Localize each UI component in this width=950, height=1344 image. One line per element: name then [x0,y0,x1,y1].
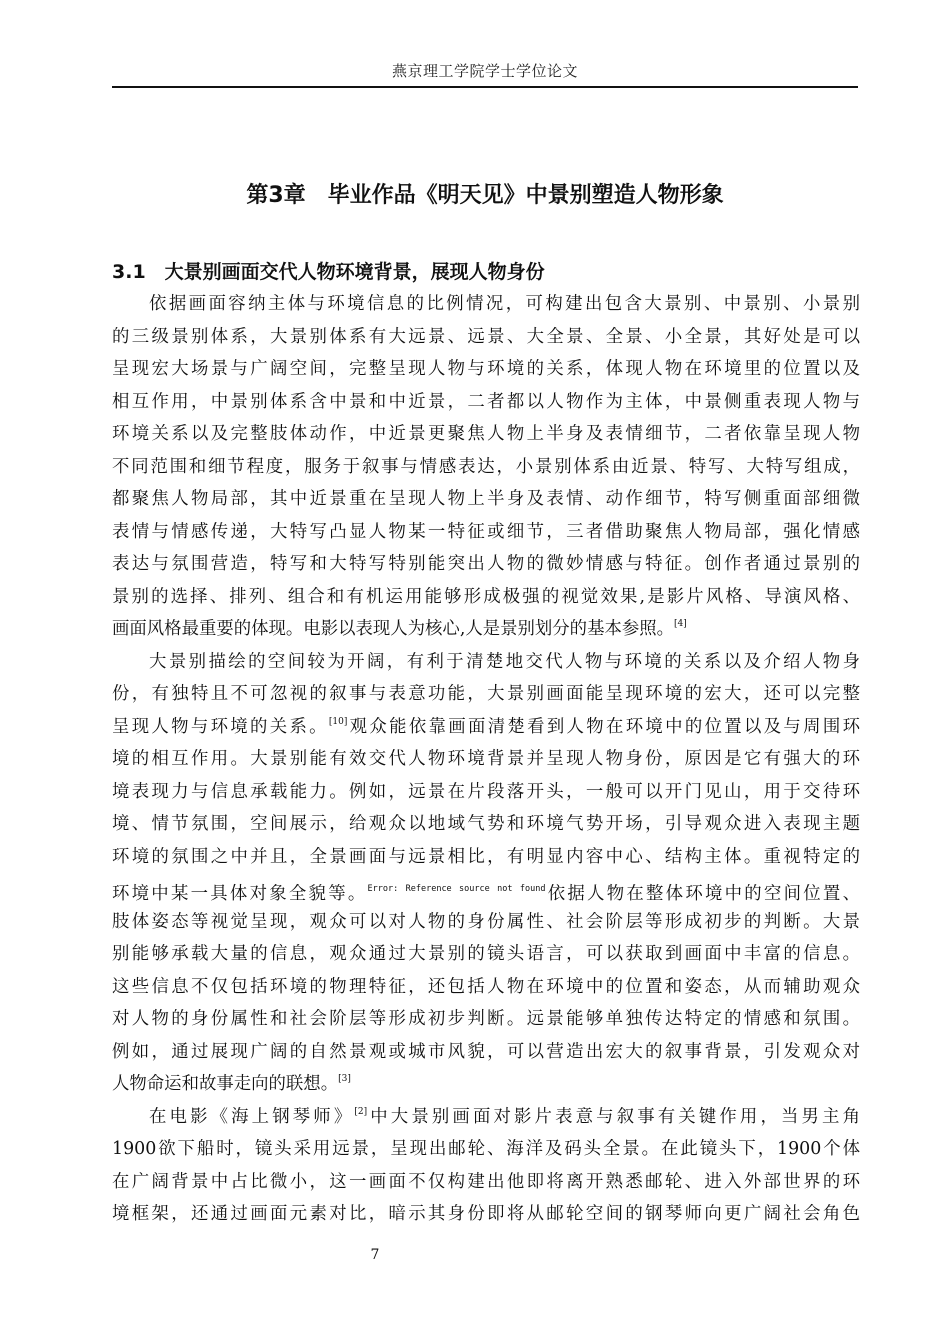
paragraph-line: 在广阔背景中占比微小，这一画面不仅构建出他即将离开熟悉邮轮、进入外部世界的环 [112,1171,860,1192]
line-text: 环境中某一具体对象全貌等。 [112,884,368,904]
citation: [3] [338,1074,351,1084]
paragraph-line: 境表现力与信息承载能力。例如，远景在片段落开头，一般可以开门见山，用于交待环 [112,781,860,802]
paragraph-line: 对人物的身份属性和社会阶层等形成初步判断。远景能够单独传达特定的情感和氛围。 [112,1009,860,1029]
paragraph-line: 不同范围和细节程度，服务于叙事与情感表达，小景别体系由近景、特写、大特写组成， [112,456,860,477]
paragraph-line: 境、情节氛围，空间展示，给观众以地域气势和环境气势开场，引导观众进入表现主题 [112,814,860,834]
citation: [4] [674,619,687,629]
body-text [112,288,860,1231]
paragraph-line: 肢体姿态等视觉呈现，观众可以对人物的身份属性、社会阶层等形成初步的判断。大景 [112,911,860,932]
paragraph-line: 份，有独特且不可忽视的叙事与表意功能，大景别画面能呈现环境的宏大，还可以完整 [112,684,860,704]
paragraph-line: 境的相互作用。大景别能有效交代人物环境背景并呈现人物身份，原因是它有强大的环 [112,749,860,769]
reference-error: Error: Reference source not found [367,884,546,894]
paragraph-line: 别能够承载大量的信息，观众通过大景别的镜头语言，可以获取到画面中丰富的信息。 [112,944,860,964]
citation: [10] [328,716,348,727]
paragraph-line: 都聚焦人物局部，其中近景重在呈现人物上半身及表情、动作细节，特写侧重面部细微 [112,489,860,509]
line-text: 在电影《海上钢琴师》 [149,1106,355,1127]
line-text: 观众能依靠画面清楚看到人物在环境中的位置以及与周围环 [347,716,860,737]
page-number: 7 [370,1247,380,1263]
paragraph-line: 表达与氛围营造，特写和大特写特别能突出人物的微妙情感与特征。创作者通过景别的 [112,554,860,574]
paragraph-line: 环境关系以及完整肢体动作，中近景更聚焦人物上半身及表情细节，二者依靠呈现人物 [112,424,860,444]
paragraph-line [112,711,860,744]
paragraph-line: 大景别描绘的空间较为开阔，有利于清楚地交代人物与环境的关系以及介绍人物身 [149,651,860,672]
line-text: 依据人物在整体环境中的空间位置、 [545,884,860,904]
header-rule [112,86,858,88]
paragraph-line: 环境的氛围之中并且，全景画面与远景相比，有明显内容中心、结构主体。重视特定的 [112,846,860,867]
paragraph-line: 的三级景别体系，大景别体系有大远景、远景、大全景、全景、小全景，其好处是可以 [112,326,860,347]
chapter-title: 第3章 毕业作品《明天见》中景别塑造人物形象 [246,183,724,208]
paragraph-line: 例如，通过展现广阔的自然景观或城市风貌，可以营造出宏大的叙事背景，引发观众对 [112,1041,860,1062]
paragraph-line: 呈现宏大场景与广阔空间，完整呈现人物与环境的关系，体现人物在环境里的位置以及 [112,359,860,379]
paragraph-line: 1900欲下船时，镜头采用远景，呈现出邮轮、海洋及码头全景。在此镜头下，1900个体 [112,1139,860,1159]
paragraph-line [112,1101,860,1134]
paragraph-line [112,613,860,646]
line-text: 呈现人物与环境的关系。 [112,716,329,737]
paragraph-line [112,873,860,906]
line-text: 人物命运和故事走向的联想。 [112,1074,339,1094]
line-text: 中大景别画面对影片表意与叙事有关键作用，当男主角 [367,1106,860,1127]
paragraph-line: 依据画面容纳主体与环境信息的比例情况，可构建出包含大景别、中景别、小景别 [149,294,860,314]
citation: [2] [354,1106,368,1117]
paragraph-line: 这些信息不仅包括环境的物理特征，还包括人物在环境中的位置和姿态，从而辅助观众 [112,976,860,997]
running-header: 燕京理工学院学士学位论文 [391,62,578,80]
paragraph-line [112,1068,860,1101]
paragraph-line: 景别的选择、排列、组合和有机运用能够形成极强的视觉效果,是影片风格、导演风格、 [112,586,860,607]
line-text: 画面风格最重要的体现。电影以表现人为核心,人是景别划分的基本参照。 [112,619,675,639]
paragraph-line: 境框架，还通过画面元素对比，暗示其身份即将从邮轮空间的钢琴师向更广阔社会角色 [112,1204,860,1224]
section-heading: 3.1 大景别画面交代人物环境背景，展现人物身份 [112,261,545,283]
paragraph-line: 相互作用，中景别体系含中景和中近景，二者都以人物作为主体，中景侧重表现人物与 [112,391,860,412]
paragraph-line: 表情与情感传递，大特写凸显人物某一特征或细节，三者借助聚焦人物局部，强化情感 [112,521,860,542]
